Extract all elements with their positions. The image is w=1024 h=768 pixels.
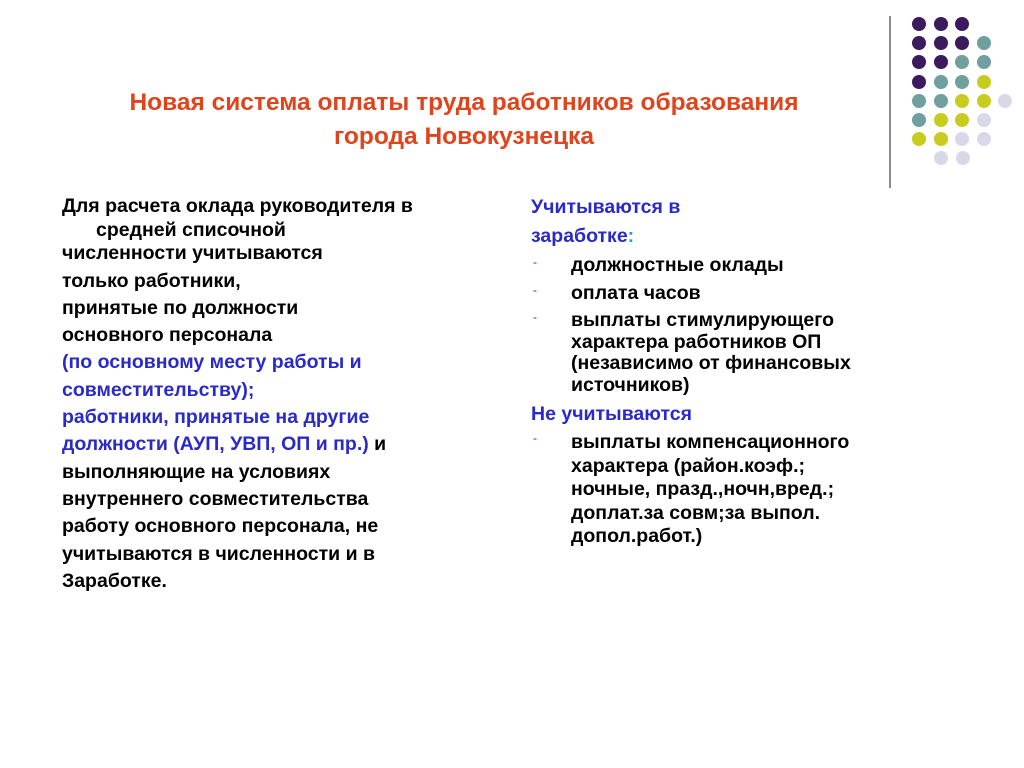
left-line: выполняющие на условиях [62, 460, 331, 483]
decorative-dot [934, 151, 948, 165]
left-line-highlight: должности (АУП, УВП, ОП и пр.) [62, 433, 369, 456]
left-line-highlight: (по основному месту работы и [62, 351, 362, 374]
decorative-dot [934, 75, 948, 89]
decorative-dot [977, 36, 991, 50]
decorative-dot [912, 55, 926, 69]
decorative-dot [934, 36, 948, 50]
decorative-divider-line [889, 16, 891, 188]
list-item [531, 310, 951, 396]
decorative-dot [955, 17, 969, 31]
left-line: принятые по должности [62, 296, 299, 319]
bullet-marker: - [533, 431, 537, 445]
left-line: Для расчета оклада руководителя в [62, 195, 413, 217]
left-line: численности учитываются [62, 242, 323, 265]
list-item-text: источников) [571, 373, 690, 396]
left-line: работу основного персонала, не [62, 515, 379, 538]
list-item-text: характера (район.коэф.; [571, 454, 806, 477]
list-item-text: (независимо от финансовых [571, 352, 851, 374]
title-line-1: Новая система оплаты труда работников образования [129, 89, 799, 116]
decorative-dot [955, 36, 969, 50]
list-item [531, 283, 951, 305]
decorative-dot [912, 113, 926, 127]
bullet-marker: - [533, 310, 537, 324]
title-line-2: города Новокузнецка [334, 123, 594, 150]
left-line-highlight: работники, принятые на другие [62, 406, 370, 429]
decorative-dot [912, 75, 926, 89]
decorative-dot [912, 132, 926, 146]
decorative-dot [977, 55, 991, 69]
list-item-text: выплаты компенсационного [571, 431, 850, 453]
decorative-dot [955, 132, 969, 146]
list-item-text: должностные оклады [571, 254, 784, 276]
decorative-dot [934, 132, 948, 146]
list-item-text: характера работников ОП [571, 330, 822, 353]
decorative-dot [977, 94, 991, 108]
decorative-dot [934, 94, 948, 108]
included-heading-2 [531, 222, 951, 251]
decorative-dot [977, 132, 991, 146]
decorative-dot [955, 113, 969, 127]
decorative-dot [912, 36, 926, 50]
left-line-suffix: и [368, 433, 387, 456]
excluded-heading: Не учитываются [531, 403, 692, 425]
left-text-block [62, 193, 502, 595]
decorative-dot [998, 94, 1012, 108]
list-item-text: доплат.за совм;за выпол. [571, 501, 821, 524]
left-line [62, 431, 502, 458]
list-item-text: ночные, празд.,ночн,вред.; [571, 478, 835, 500]
decorative-dot [934, 55, 948, 69]
left-line: учитываются в численности и в [62, 542, 375, 565]
included-heading-text: заработке [531, 225, 628, 247]
decorative-dot [912, 94, 926, 108]
list-item-text: оплата часов [571, 281, 701, 304]
list-item [531, 255, 951, 277]
decorative-dot [912, 17, 926, 31]
left-line: основного персонала [62, 324, 273, 347]
left-line: только работники, [62, 269, 241, 292]
decorative-dot [977, 75, 991, 89]
included-heading-colon: : [627, 225, 635, 247]
decorative-dot [934, 113, 948, 127]
decorative-dot [955, 75, 969, 89]
list-item-text: выплаты стимулирующего [571, 309, 835, 331]
decorative-dot [977, 113, 991, 127]
left-line: средней списочной [96, 219, 286, 242]
decorative-dot [934, 17, 948, 31]
decorative-dot [956, 151, 970, 165]
decorative-dot [955, 55, 969, 69]
left-line-highlight: совместительству); [62, 378, 255, 401]
slide-title [60, 86, 868, 154]
bullet-marker: - [533, 255, 537, 269]
left-line: Заработке. [62, 569, 167, 592]
list-item-text: допол.работ.) [571, 525, 703, 547]
left-line: внутреннего совместительства [62, 487, 369, 510]
right-text-block [531, 193, 951, 549]
list-item [531, 431, 951, 549]
decorative-dot [955, 94, 969, 108]
included-heading-1: Учитываются в [531, 196, 681, 218]
bullet-marker: - [533, 282, 537, 297]
